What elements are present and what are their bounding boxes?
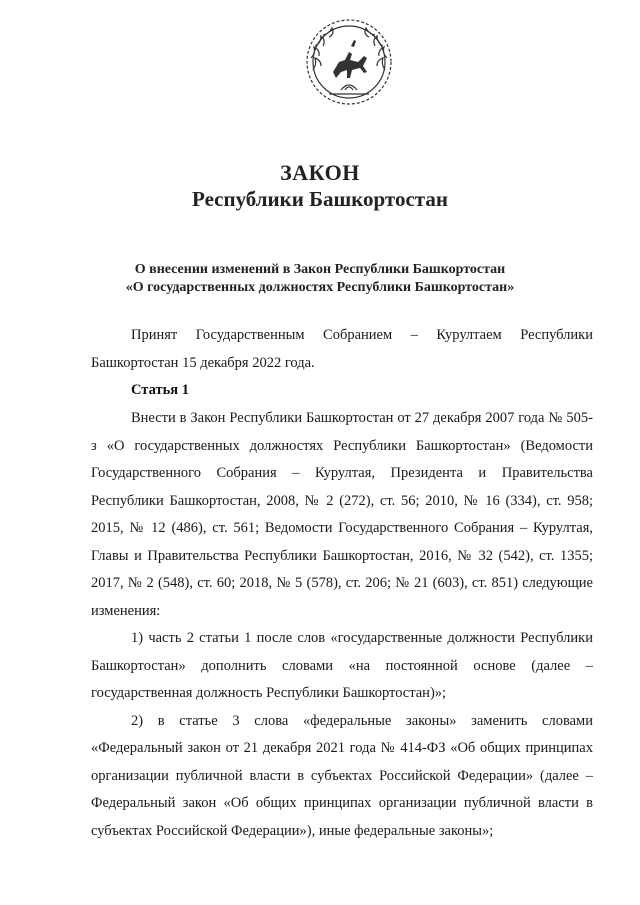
article-title: Статья 1 — [131, 382, 189, 398]
law-heading-line-1: О внесении изменений в Закон Республики Башкортостан — [134, 262, 506, 277]
document-title: ЗАКОН — [280, 160, 360, 185]
coat-of-arms-emblem — [299, 10, 399, 110]
article-body — [91, 405, 593, 845]
document-subtitle: Республики Башкортостан — [192, 187, 448, 211]
article-intro: Внести в Закон Республики Башкортостан от 27 декабря 2007 года № 505-з «О государственных должностях Республики Башкортостан» (Ведомости Государственного Собрания – Курултая, Президента и Правительства Республики Башкортостан, 2008, № 2 (272), ст. 56; 2010, № 16 (334), ст. 958; 2015, № 12 (486), ст. 561; Ведомости Государственного Собрания – Курултая, Главы и Правительства Республики Башкортостан, 2016, № 32 (542), ст. 1355; 2017, № 2 (548), ст. 60; 2018, № 5 (578), ст. 206; № 21 (603), ст. 851) следующие изменения: — [91, 410, 593, 619]
adoption-text: Принят Государственным Собранием – Курултаем Республики Башкортостан 15 декабря 2022 года. — [91, 327, 593, 371]
law-heading-line-2: «О государственных должностях Республики Башкортостан» — [125, 280, 515, 295]
article-item-1: 1) часть 2 статьи 1 после слов «государственные должности Республики Башкортостан» дополнить словами «на постоянной основе (далее – государственная должность Республики Башкортостан)»; — [91, 630, 593, 701]
article-item-2: 2) в статье 3 слова «федеральные законы» заменить словами «Федеральный закон от 21 декабря 2021 года № 414-ФЗ «Об общих принципах организации публичной власти в субъектах Российской Федерации» (далее – Федеральный закон «Об общих принципах организации публичной власти в субъектах Российской Федерации»), иные федеральные законы»; — [91, 712, 593, 839]
adoption-note — [91, 322, 593, 377]
